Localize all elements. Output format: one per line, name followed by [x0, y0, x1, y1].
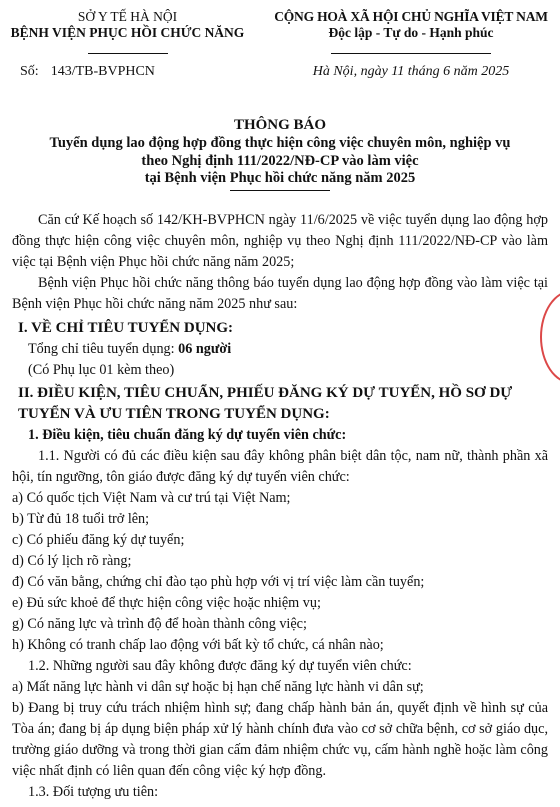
document-title: THÔNG BÁO [233, 117, 327, 133]
motto-underline [331, 53, 491, 54]
issuer-block [10, 9, 245, 59]
title-line-2: theo Nghị định 111/2022/NĐ-CP vào làm việc [141, 152, 419, 169]
quota-line [28, 339, 231, 360]
condition-a: a) Có quốc tịch Việt Nam và cư trú tại Việt Nam; [12, 490, 291, 506]
quota-label: Tổng chỉ tiêu tuyển dụng: [28, 341, 175, 357]
paragraph-announcement: Bệnh viện Phục hồi chức năng thông báo tuyển dụng lao động hợp đồng vào làm việc tại Bệnh viện Phục hồi chức năng năm 2025 như sau: [12, 275, 548, 312]
title-block [0, 115, 560, 191]
hospital-name: BỆNH VIỆN PHỤC HỒI CHỨC NĂNG [10, 25, 245, 40]
title-line-1: Tuyển dụng lao động hợp đồng thực hiện công việc chuyên môn, nghiệp vụ [49, 135, 511, 151]
document-number-label: Số: [20, 64, 39, 79]
nation-name: CỘNG HOÀ XÃ HỘI CHỦ NGHĨA VIỆT NAM [274, 9, 548, 24]
document-number [20, 64, 155, 80]
section-1-heading: I. VỀ CHỈ TIÊU TUYỂN DỤNG: [18, 320, 234, 336]
title-underline [230, 190, 330, 191]
appendix-note: (Có Phụ lục 01 kèm theo) [28, 362, 175, 378]
paragraph-basis: Căn cứ Kế hoạch số 142/KH-BVPHCN ngày 11/6/2025 về việc tuyển dụng lao động hợp đồng thực hiện công việc chuyên môn, nghiệp vụ theo Nghị định 111/2022/NĐ-CP vào làm việc tại Bệnh viện Phục hồi chức năng năm 2025; [12, 212, 548, 270]
date-line: Hà Nội, ngày 11 tháng 6 năm 2025 [312, 64, 510, 79]
section-2-heading: II. ĐIỀU KIỆN, TIÊU CHUẨN, PHIẾU ĐĂNG KÝ DỰ TUYỂN, HỒ SƠ DỰ TUYỂN VÀ ƯU TIÊN TRONG TUYỂN DỤNG: [18, 385, 513, 422]
condition-d: d) Có lý lịch rõ ràng; [12, 553, 132, 569]
subsection-1-heading: 1. Điều kiện, tiêu chuẩn đăng ký dự tuyển viên chức: [28, 427, 347, 443]
paragraph-1-2: 1.2. Những người sau đây không được đăng ký dự tuyển viên chức: [28, 658, 412, 674]
condition-b: b) Từ đủ 18 tuổi trở lên; [12, 511, 150, 527]
condition-h: h) Không có tranh chấp lao động với bất kỳ tổ chức, cá nhân nào; [12, 637, 384, 653]
quota-value: 06 người [178, 341, 232, 357]
title-line-3: tại Bệnh viện Phục hồi chức năng năm 2025 [144, 170, 416, 186]
national-motto: Độc lập - Tự do - Hạnh phúc [328, 25, 494, 40]
paragraph-1-3: 1.3. Đối tượng ưu tiên: [28, 784, 159, 800]
condition-e: e) Đủ sức khoẻ để thực hiện công việc hoặc nhiệm vụ; [12, 595, 321, 611]
condition-dd: đ) Có văn bằng, chứng chỉ đào tạo phù hợp với vị trí việc làm cần tuyển; [12, 574, 425, 590]
national-heading [262, 9, 560, 59]
document-number-value: 143/TB-BVPHCN [50, 64, 155, 79]
exclusion-b: b) Đang bị truy cứu trách nhiệm hình sự; đang chấp hành bản án, quyết định về hình sự của Tòa án; đang bị áp dụng biện pháp xử lý hành chính đưa vào cơ sở chữa bệnh, cơ sở giáo dục, trường giáo dưỡng và trong thời gian cấm đảm nhiệm chức vụ, cấm hành nghề hoặc làm công việc nhất định có liên quan đến công việc ký hợp đồng. [12, 700, 548, 779]
condition-c: c) Có phiếu đăng ký dự tuyển; [12, 532, 185, 548]
issuer-underline [88, 53, 168, 54]
ministry-name: SỞ Y TẾ HÀ NỘI [77, 9, 178, 24]
condition-g: g) Có năng lực và trình độ để hoàn thành công việc; [12, 616, 307, 632]
exclusion-a: a) Mất năng lực hành vi dân sự hoặc bị hạn chế năng lực hành vi dân sự; [12, 679, 424, 695]
paragraph-1-1: 1.1. Người có đủ các điều kiện sau đây không phân biệt dân tộc, nam nữ, thành phần xã hội, tín ngưỡng, tôn giáo được đăng ký dự tuyển viên chức: [12, 448, 548, 485]
